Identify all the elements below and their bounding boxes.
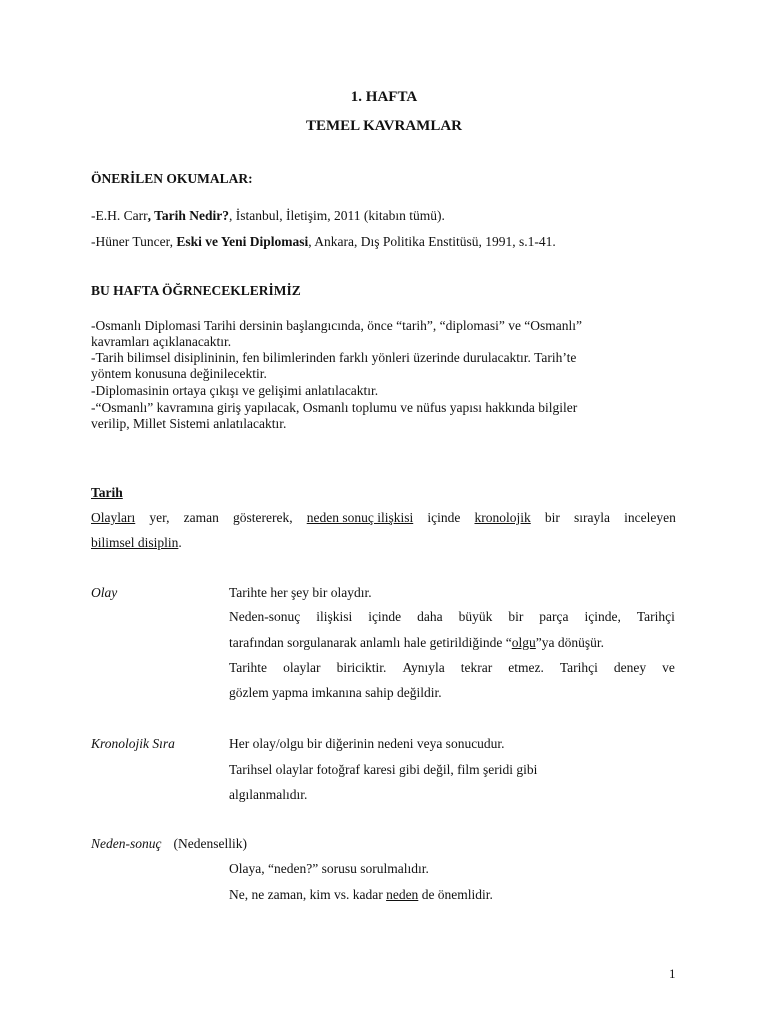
page-title-week: 1. HAFTA bbox=[350, 89, 418, 105]
term-olay: Olay bbox=[91, 585, 118, 600]
word: tekrar bbox=[460, 660, 493, 675]
word: içinde bbox=[427, 510, 461, 525]
word: sırayla bbox=[574, 510, 611, 525]
word: olaylar bbox=[283, 660, 321, 675]
word: etmez. bbox=[508, 660, 544, 675]
tarih-definition-line1 bbox=[91, 510, 676, 526]
word: yer, bbox=[149, 510, 170, 525]
word: ilişkisi bbox=[316, 609, 353, 624]
olay-line bbox=[229, 609, 675, 625]
reading-1-details: , İstanbul, İletişim, 2011 (kitabın tümü). bbox=[229, 208, 445, 223]
term-neden-sonuc-label: Neden-sonuç bbox=[91, 836, 162, 851]
term-olaylari: Olayları bbox=[91, 510, 136, 525]
readings-heading: ÖNERİLEN OKUMALAR: bbox=[91, 171, 253, 186]
term-neden: neden bbox=[386, 887, 419, 902]
neden-line bbox=[229, 887, 493, 903]
page-number: 1 bbox=[669, 966, 676, 981]
word: bir bbox=[544, 510, 560, 525]
learn-line: yöntem konusuna değinilecektir. bbox=[91, 366, 267, 381]
word: Tarihçi bbox=[636, 609, 675, 624]
learn-heading: BU HAFTA ÖĞRNECEKLERİMİZ bbox=[91, 283, 301, 298]
word: parça bbox=[539, 609, 569, 624]
term-olgu: olgu bbox=[511, 635, 536, 650]
word: göstererek, bbox=[232, 510, 293, 525]
olay-line bbox=[229, 660, 675, 676]
word: içinde, bbox=[584, 609, 621, 624]
word: büyük bbox=[458, 609, 493, 624]
kronolojik-line: algılanmalıdır. bbox=[229, 787, 308, 802]
word: Tarihçi bbox=[559, 660, 598, 675]
word: deney bbox=[613, 660, 647, 675]
period: . bbox=[178, 535, 182, 550]
word: daha bbox=[417, 609, 443, 624]
word: ve bbox=[662, 660, 675, 675]
term-bilimsel-disiplin: bilimsel disiplin bbox=[91, 535, 179, 550]
term-neden-sonuc: neden sonuç ilişkisi bbox=[306, 510, 414, 525]
learn-line: -Tarih bilimsel disiplininin, fen bilimlerinden farklı yönleri üzerinde durulacaktır. Tarih’te bbox=[91, 350, 577, 365]
page-title-topic: TEMEL KAVRAMLAR bbox=[306, 118, 462, 134]
tarih-definition-line2 bbox=[91, 535, 182, 551]
reading-1-author: -E.H. Carr bbox=[91, 208, 148, 223]
neden-sonuc-term-line bbox=[91, 836, 247, 852]
learn-line: verilip, Millet Sistemi anlatılacaktır. bbox=[91, 416, 287, 431]
reading-item-2 bbox=[91, 234, 556, 250]
reading-1-title: , Tarih Nedir? bbox=[147, 208, 229, 223]
learn-line: kavramları açıklanacaktır. bbox=[91, 334, 232, 349]
olay-line bbox=[229, 635, 604, 651]
word: içinde bbox=[368, 609, 402, 624]
word: inceleyen bbox=[624, 510, 676, 525]
word: bir bbox=[508, 609, 524, 624]
learn-line: -Diplomasinin ortaya çıkışı ve gelişimi anlatılacaktır. bbox=[91, 383, 379, 398]
text: de önemlidir. bbox=[418, 887, 493, 902]
kronolojik-line: Her olay/olgu bir diğerinin nedeni veya sonucudur. bbox=[229, 736, 505, 751]
word: biriciktir. bbox=[336, 660, 387, 675]
kronolojik-line: Tarihsel olaylar fotoğraf karesi gibi değil, film şeridi gibi bbox=[229, 762, 538, 777]
text: tarafından sorgulanarak anlamlı hale getirildiğinde “ bbox=[229, 635, 512, 650]
term-nedensellik: (Nedensellik) bbox=[173, 836, 247, 851]
text: Ne, ne zaman, kim vs. kadar bbox=[229, 887, 387, 902]
reading-2-title: Eski ve Yeni Diplomasi bbox=[176, 234, 309, 249]
neden-line: Olaya, “neden?” sorusu sorulmalıdır. bbox=[229, 861, 429, 876]
olay-line: gözlem yapma imkanına sahip değildir. bbox=[229, 685, 442, 700]
reading-2-details: , Ankara, Dış Politika Enstitüsü, 1991, s.1-41. bbox=[308, 234, 556, 249]
term-kronolojik: kronolojik bbox=[474, 510, 531, 525]
reading-2-author: -Hüner Tuncer, bbox=[91, 234, 177, 249]
word: Neden-sonuç bbox=[229, 609, 301, 624]
reading-item-1 bbox=[91, 208, 445, 224]
learn-line: -Osmanlı Diplomasi Tarihi dersinin başlangıcında, önce “tarih”, “diplomasi” ve “Osmanlı” bbox=[91, 318, 583, 333]
term-kronolojik-sira: Kronolojik Sıra bbox=[91, 736, 175, 751]
olay-line: Tarihte her şey bir olaydır. bbox=[229, 585, 372, 600]
text: ”ya dönüşür. bbox=[535, 635, 605, 650]
learn-line: -“Osmanlı” kavramına giriş yapılacak, Osmanlı toplumu ve nüfus yapısı hakkında bilgiler bbox=[91, 400, 578, 415]
word: Tarihte bbox=[229, 660, 268, 675]
word: zaman bbox=[183, 510, 219, 525]
word: Aynıyla bbox=[402, 660, 445, 675]
tarih-heading: Tarih bbox=[91, 485, 123, 500]
